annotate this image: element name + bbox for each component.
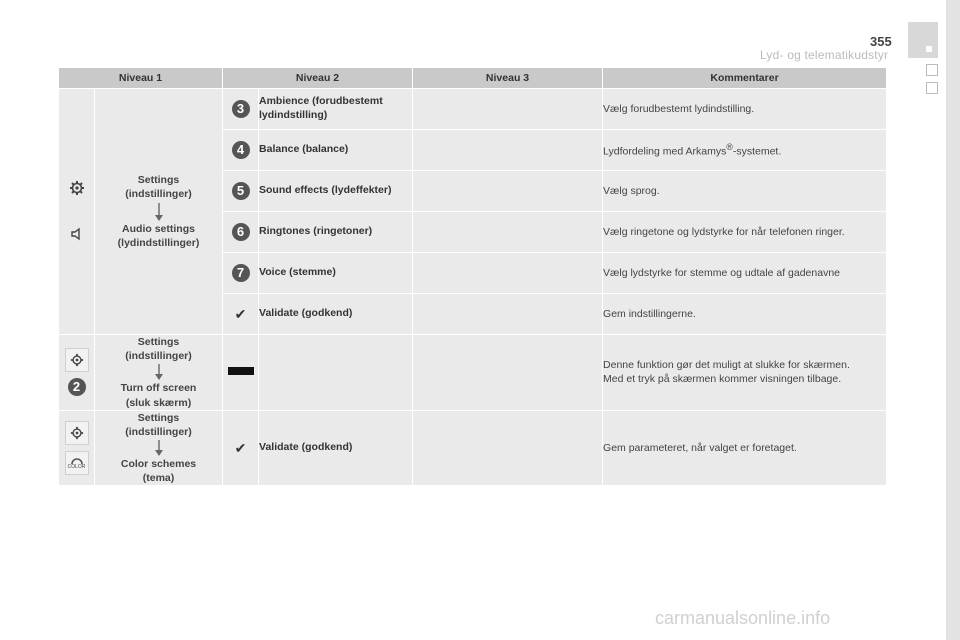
level1-settings-translation: (indstillinger)	[125, 350, 192, 363]
comment-text-end: -systemet.	[732, 145, 782, 158]
level1-turn-off-screen: Turn off screen	[120, 382, 197, 395]
group3-icons	[59, 410, 95, 486]
table-row	[59, 335, 887, 411]
arrow-down-icon	[155, 440, 163, 456]
settings-table	[58, 67, 887, 486]
level3-cell	[413, 410, 603, 486]
watermark: carmanualsonline.info	[655, 608, 831, 628]
registered-mark: ®	[726, 141, 733, 152]
level3-cell	[413, 171, 603, 212]
comment-cell	[603, 130, 887, 171]
comment-cell: Vælg lydstyrke for stemme og udtale af gadenavne	[603, 253, 887, 294]
comment-line: Med et tryk på skærmen kommer visningen tilbage.	[603, 373, 842, 386]
comment-cell	[603, 335, 887, 411]
level2-cell	[259, 335, 413, 411]
marker-cell	[223, 294, 259, 335]
level2-cell: Ambience (forudbestemt lydindstilling)	[259, 89, 413, 130]
marker-cell	[223, 253, 259, 294]
tab-dot	[926, 46, 932, 52]
level3-cell	[413, 130, 603, 171]
level3-cell	[413, 89, 603, 130]
marker-cell	[223, 171, 259, 212]
group1-level1	[95, 89, 223, 335]
group2-level1	[95, 335, 223, 411]
level1-color-schemes: Color schemes	[120, 458, 197, 471]
screen-off-icon	[228, 367, 254, 375]
level3-cell	[413, 335, 603, 411]
level1-audio-settings-translation: (lydindstillinger)	[117, 236, 200, 249]
level2-cell: Ringtones (ringetoner)	[259, 212, 413, 253]
settings-gear-icon	[65, 348, 89, 372]
marker-cell	[223, 335, 259, 411]
level1-settings: Settings	[137, 336, 180, 348]
level1-settings: Settings	[137, 174, 180, 187]
level1-audio-settings: Audio settings	[122, 222, 195, 235]
table-header-row	[59, 68, 887, 89]
marker-cell	[223, 410, 259, 486]
section-title: Lyd- og telematikudstyr	[760, 48, 889, 62]
level1-settings-translation: (indstillinger)	[125, 425, 192, 438]
number-badge: 2	[68, 378, 86, 396]
arrow-down-icon	[155, 364, 163, 380]
comment-line: Denne funktion gør det muligt at slukke for skærmen.	[603, 358, 850, 371]
settings-gear-icon	[65, 421, 89, 445]
chapter-tab[interactable]	[926, 82, 938, 94]
number-badge: 3	[232, 100, 250, 118]
level1-turn-off-screen-translation: (sluk skærm)	[125, 396, 192, 409]
number-badge: 5	[232, 182, 250, 200]
comment-cell: Gem indstillingerne.	[603, 294, 887, 335]
arrow-down-icon	[155, 203, 163, 221]
level2-cell: Sound effects (lydeffekter)	[259, 171, 413, 212]
level1-color-schemes-translation: (tema)	[142, 472, 175, 485]
header-niveau-2: Niveau 2	[223, 68, 413, 89]
checkmark-icon: ✔	[234, 439, 247, 456]
level2-cell: Balance (balance)	[259, 130, 413, 171]
page-number: 355	[870, 34, 892, 49]
header-niveau-3: Niveau 3	[413, 68, 603, 89]
level2-cell: Voice (stemme)	[259, 253, 413, 294]
color-scheme-icon	[65, 451, 89, 475]
right-edge-bar	[946, 0, 960, 640]
color-icon-label: COLOR	[67, 464, 86, 471]
level1-settings: Settings	[137, 411, 180, 424]
table-row	[59, 410, 887, 486]
speaker-icon	[70, 227, 84, 244]
marker-cell	[223, 212, 259, 253]
level2-cell: Validate (godkend)	[259, 410, 413, 486]
comment-cell: Vælg sprog.	[603, 171, 887, 212]
number-badge: 4	[232, 141, 250, 159]
group3-level1	[95, 410, 223, 486]
header-niveau-1: Niveau 1	[59, 68, 223, 89]
level3-cell	[413, 294, 603, 335]
chapter-tab-active[interactable]	[908, 22, 938, 58]
comment-cell: Vælg forudbestemt lydindstilling.	[603, 89, 887, 130]
group2-icons	[59, 335, 95, 411]
marker-cell	[223, 130, 259, 171]
settings-gear-icon	[69, 180, 85, 199]
group1-icons	[59, 89, 95, 335]
level2-cell: Validate (godkend)	[259, 294, 413, 335]
level3-cell	[413, 253, 603, 294]
level3-cell	[413, 212, 603, 253]
level1-settings-translation: (indstillinger)	[125, 188, 192, 201]
comment-cell: Gem parameteret, når valget er foretaget.	[603, 410, 887, 486]
table-row	[59, 89, 887, 130]
comment-cell: Vælg ringetone og lydstyrke for når telefonen ringer.	[603, 212, 887, 253]
header-kommentarer: Kommentarer	[603, 68, 887, 89]
marker-cell	[223, 89, 259, 130]
number-badge: 7	[232, 264, 250, 282]
number-badge: 6	[232, 223, 250, 241]
comment-text: Lydfordeling med Arkamys	[603, 145, 727, 158]
checkmark-icon: ✔	[234, 305, 247, 322]
chapter-tab[interactable]	[926, 64, 938, 76]
